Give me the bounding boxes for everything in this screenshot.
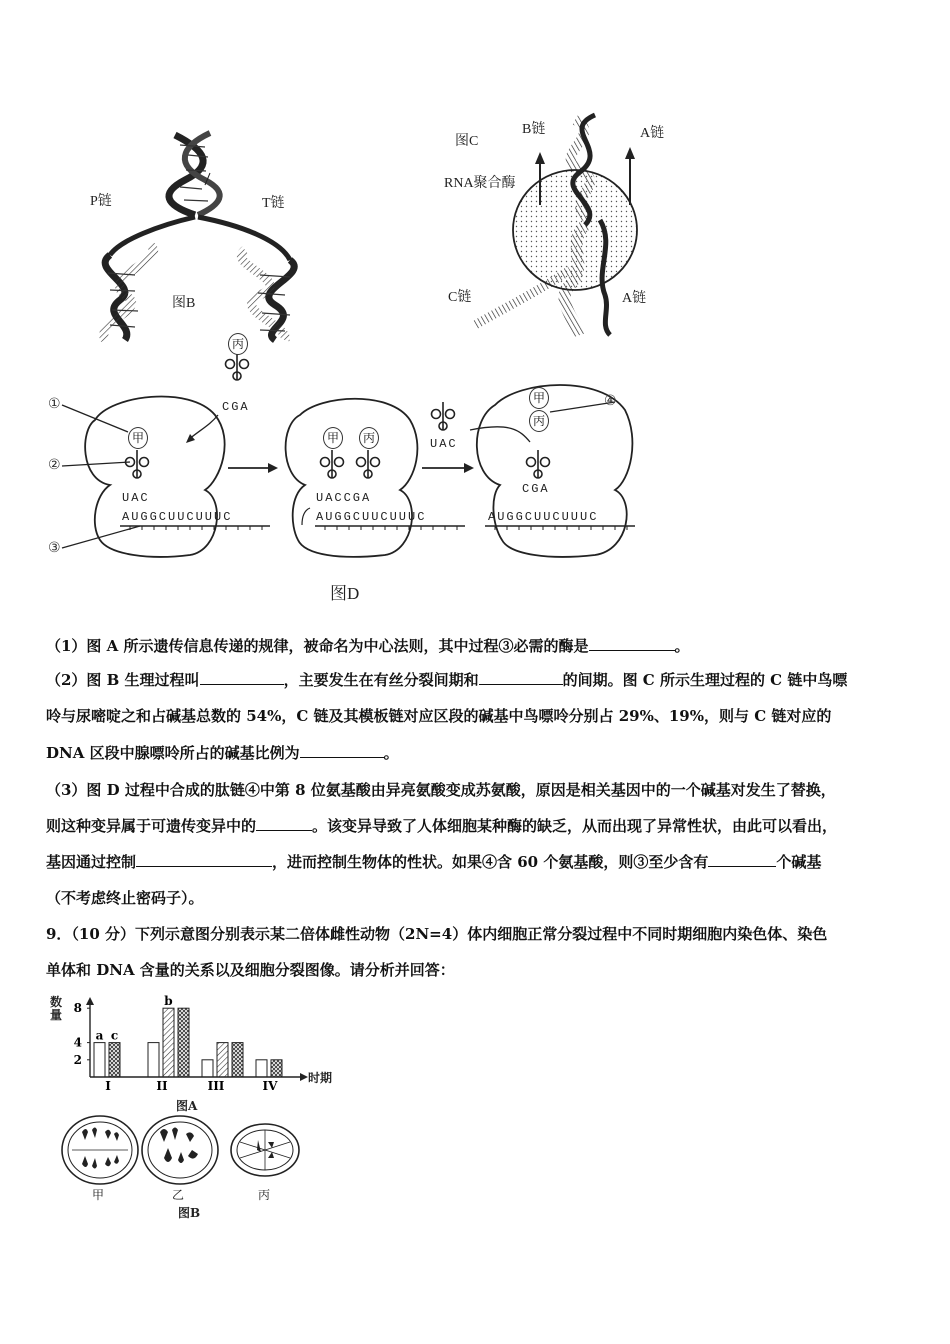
stage3-mrna: AUGGCUUCUUUC — [488, 510, 599, 524]
figure-b-cells-caption: 图B — [178, 1206, 201, 1220]
q3-line2b: 。该变异导致了人体细胞某种酶的缺乏，从而出现了异常性状，由此可以看出， — [312, 817, 838, 835]
x-tick-IV: IV — [262, 1079, 278, 1093]
cell-label-jia: 甲 — [92, 1188, 105, 1202]
figure-b — [80, 125, 310, 345]
q3-line3b: ，进而控制生物体的性状。如果④含 60 个氨基酸，则③至少含有 — [272, 853, 709, 871]
t-strand-label: T链 — [262, 196, 285, 211]
question-9-line1 — [46, 916, 916, 952]
q2-blank-3[interactable] — [300, 741, 384, 758]
stage2-mrna: AUGGCUUCUUUC — [316, 510, 427, 524]
stage3-anticodon: CGA — [522, 482, 550, 496]
x-tick-I: I — [105, 1079, 111, 1093]
translation-illustration — [40, 330, 660, 570]
q2-blank-2[interactable] — [479, 668, 563, 685]
y-tick-2: 2 — [73, 1052, 82, 1067]
q3-blank-2[interactable] — [136, 850, 272, 867]
question-3-line1: （3）图 D 过程中合成的肽链④中第 8 位氨基酸由异亮氨酸变成苏氨酸，原因是相关基因中的一个碱基对发生了替换， — [46, 781, 836, 799]
bar-c-IV — [271, 1060, 282, 1077]
figure-b-caption: 图B — [172, 296, 196, 311]
bar-b-III — [217, 1043, 228, 1077]
c-strand-label: C链 — [448, 290, 472, 305]
a-strand-bottom-label: A链 — [622, 291, 647, 306]
rna-polymerase-label: RNA聚合酶 — [444, 176, 516, 191]
question-2-line2: 呤与尿嘧啶之和占碱基总数的 54%，C 链及其模板链对应区段的碱基中鸟嘌呤分别占 29%、19%，则与 C 链对应的 — [46, 707, 832, 725]
bar-b-II — [163, 1008, 174, 1077]
stage2-anticodon: UACCGA — [316, 491, 372, 505]
cell-label-bing: 丙 — [258, 1188, 271, 1202]
floating-anticodon-uac: UAC — [430, 437, 458, 451]
trna-jia-stage1: 甲 — [128, 427, 148, 449]
stage1-anticodon: UAC — [122, 491, 150, 505]
marker-3: ③ — [48, 540, 61, 556]
q3-line3a: 基因通过控制 — [46, 853, 137, 871]
bar-c-III — [232, 1043, 243, 1077]
figure-a-bar-chart — [40, 995, 360, 1115]
question-9-line2: 单体和 DNA 含量的关系以及细胞分裂图像。请分析并回答： — [46, 961, 455, 979]
q3-line3c: 个碱基 — [776, 853, 822, 871]
bar-a-III — [202, 1060, 213, 1077]
bar-a-I — [94, 1043, 105, 1077]
bar-a-IV — [256, 1060, 267, 1077]
marker-4: ④ — [604, 393, 617, 409]
q3-line2a: 则这种变异属于可遗传变异中的 — [46, 817, 257, 835]
trna-bing-stage3: 丙 — [529, 410, 549, 432]
q2-blank-1[interactable] — [200, 668, 284, 685]
q1-text: （1）图 A 所示遗传信息传递的规律，被命名为中心法则，其中过程③必需的酶是 — [46, 637, 589, 655]
figure-d-caption: 图D — [330, 584, 360, 603]
q3-blank-3[interactable] — [708, 850, 776, 867]
question-2-line1 — [46, 662, 916, 698]
y-tick-4: 4 — [73, 1035, 82, 1050]
series-label-a: a — [95, 1028, 104, 1043]
series-label-c: c — [110, 1028, 119, 1043]
figure-b-cell-division — [60, 1112, 310, 1192]
trna-bing-stage2: 丙 — [359, 427, 379, 449]
q2-line3: DNA 区段中腺嘌呤所占的碱基比例为 — [46, 744, 300, 762]
question-1 — [46, 628, 916, 664]
floating-anticodon-cga: CGA — [222, 400, 250, 414]
trna-jia-stage2: 甲 — [323, 427, 343, 449]
q3-blank-1[interactable] — [256, 814, 312, 831]
stage1-mrna: AUGGCUUCUUUC — [122, 510, 233, 524]
question-2-line3 — [46, 735, 916, 771]
trna-jia-stage3: 甲 — [529, 387, 549, 409]
dna-replication-illustration — [80, 125, 310, 345]
marker-2: ② — [48, 457, 61, 473]
p-strand-label: P链 — [90, 194, 112, 209]
series-label-b: b — [164, 995, 173, 1009]
q1-blank[interactable] — [589, 634, 675, 651]
q2-part2: ，主要发生在有丝分裂间期和 — [283, 671, 479, 689]
question-3-line2 — [46, 808, 916, 844]
b-strand-label: B链 — [522, 122, 546, 137]
bar-c-II — [178, 1008, 189, 1077]
x-axis-arrow-icon — [300, 1073, 308, 1081]
question-3-line4: （不考虑终止密码子）。 — [46, 889, 204, 907]
figure-a-xlabel: 时期 — [308, 1071, 333, 1085]
q2-part3: 的间期。图 C 所示生理过程的 C 链中鸟嘌 — [562, 671, 848, 689]
y-tick-8: 8 — [73, 1001, 82, 1016]
bar-a-II — [148, 1043, 159, 1077]
q2-part1: （2）图 B 生理过程叫 — [46, 671, 200, 689]
marker-1: ① — [48, 396, 61, 412]
trna-bing-floating: 丙 — [228, 333, 248, 355]
figure-a-ylabel: 数量 — [50, 995, 63, 1022]
a-strand-top-label: A链 — [640, 126, 665, 141]
figure-c-caption: 图C — [455, 134, 479, 149]
bar-c-I — [109, 1043, 120, 1077]
x-tick-III: III — [207, 1079, 225, 1093]
figure-a-caption: 图A — [176, 1099, 198, 1113]
q1-end: 。 — [674, 637, 690, 655]
question-3-line3 — [46, 844, 916, 880]
q2-end: 。 — [383, 744, 399, 762]
y-axis-arrow-icon — [86, 997, 94, 1005]
q9-line1: 9．（10 分）下列示意图分别表示某二倍体雌性动物（2N=4）体内细胞正常分裂过程中不同时期细胞内染色体、染色 — [46, 925, 828, 943]
cell-label-yi: 乙 — [172, 1188, 185, 1202]
x-tick-II: II — [156, 1079, 168, 1093]
